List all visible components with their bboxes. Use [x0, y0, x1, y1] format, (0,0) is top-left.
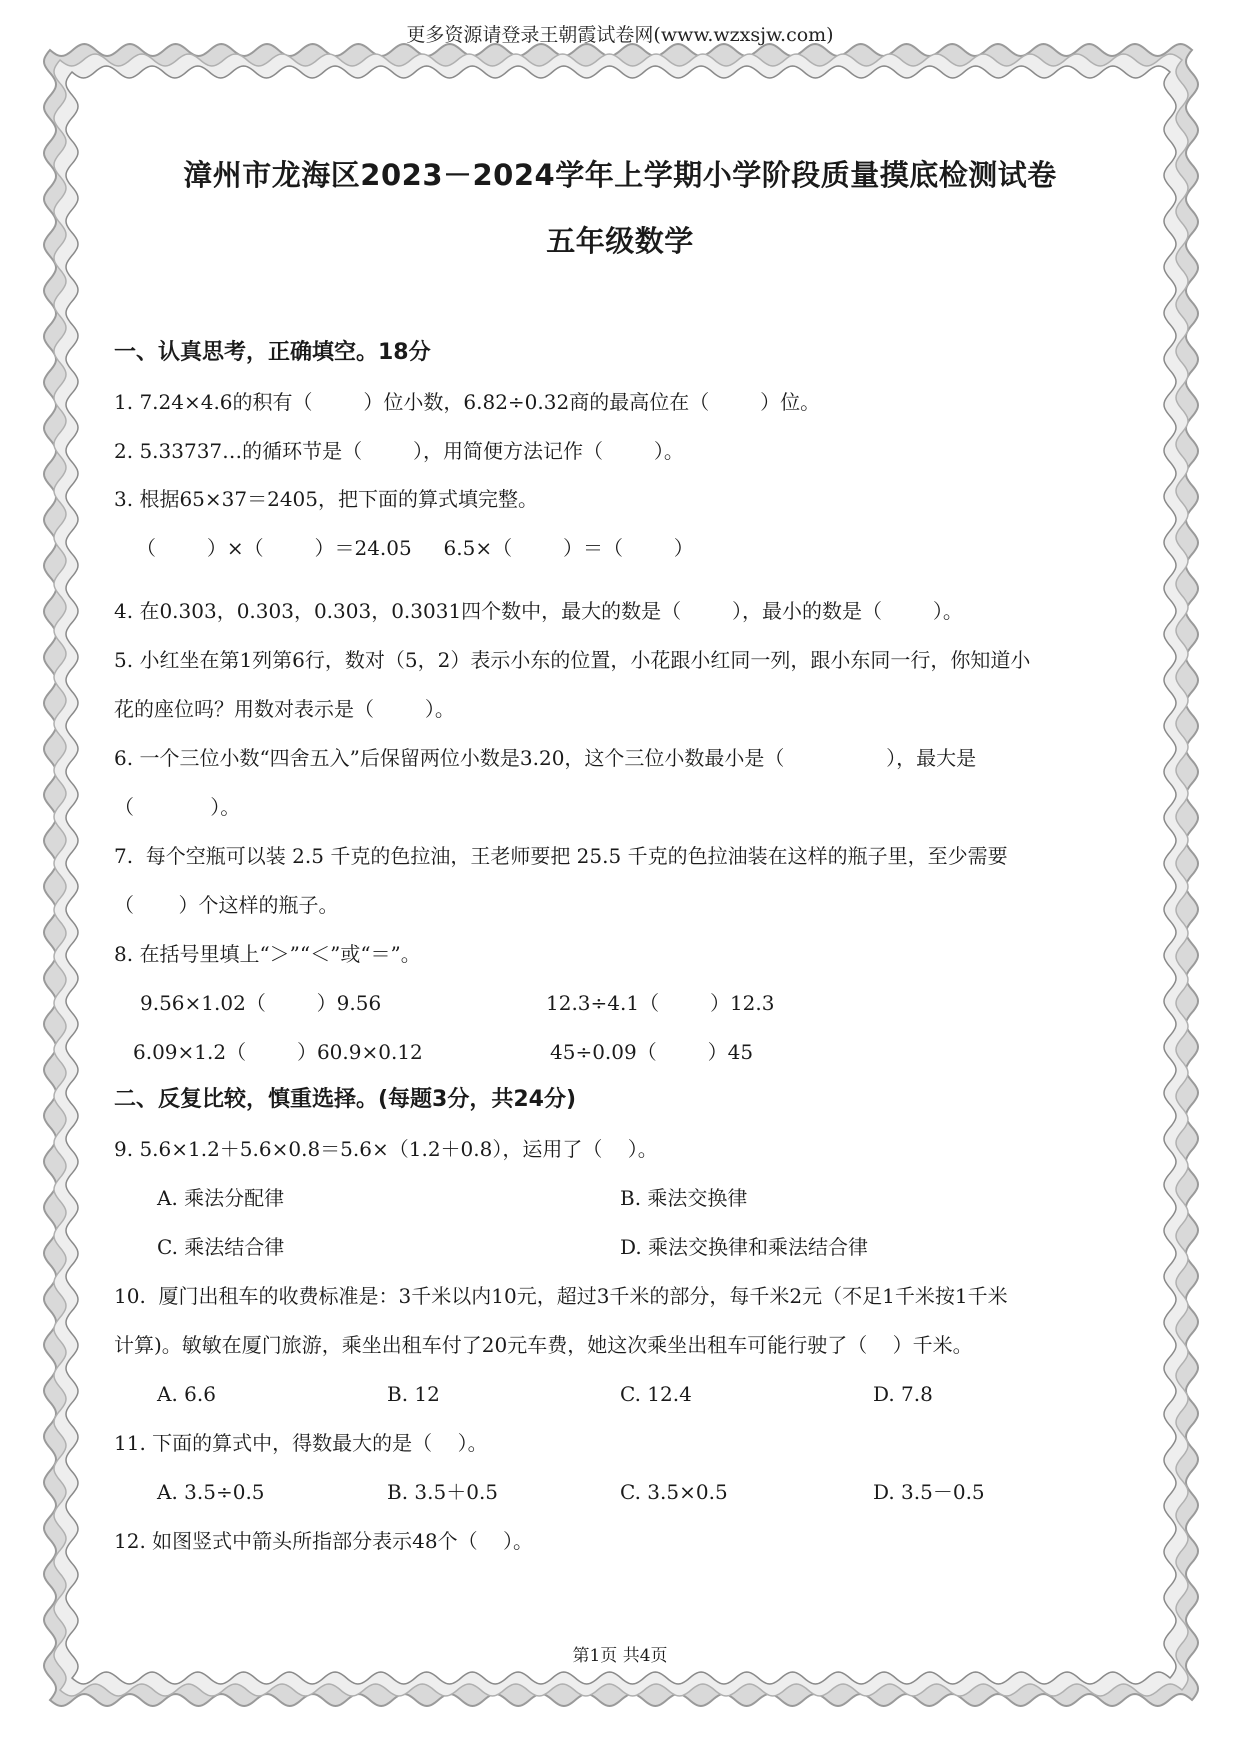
question-4: 4. 在0.303，0.303，0.303，0.3031四个数中，最大的数是（ ），最小的数是（ ）。 [114, 599, 963, 623]
question-6-line-2: （ ）。 [114, 795, 241, 819]
question-8-item-b: 12.3÷4.1（ ）12.3 [546, 991, 775, 1015]
question-11: 11. 下面的算式中，得数最大的是（ ）。 [114, 1431, 488, 1455]
question-10-option-b: B. 12 [387, 1382, 440, 1406]
watermark-text: 更多资源请登录王朝霞试卷网(www.wzxsjw.com) [406, 24, 834, 46]
question-10-option-c: C. 12.4 [620, 1382, 692, 1406]
question-10-option-a: A. 6.6 [157, 1382, 216, 1406]
question-7-line-2: （ ）个这样的瓶子。 [114, 893, 339, 917]
question-3-expression: （ ）×（ ）＝24.05 6.5×（ ）＝（ ） [136, 536, 694, 560]
question-1: 1. 7.24×4.6的积有（ ）位小数，6.82÷0.32商的最高位在（ ）位。 [114, 390, 821, 414]
question-3: 3. 根据65×37＝2405，把下面的算式填完整。 [114, 487, 538, 511]
question-5-line-2: 花的座位吗？用数对表示是（ ）。 [114, 697, 455, 721]
question-10-line-2: 计算)。敏敏在厦门旅游，乘坐出租车付了20元车费，她这次乘坐出租车可能行驶了（ ）千米。 [114, 1333, 973, 1357]
question-9: 9. 5.6×1.2＋5.6×0.8＝5.6×（1.2＋0.8），运用了（ ）。 [114, 1137, 658, 1161]
question-8-item-c: 6.09×1.2（ ）60.9×0.12 [133, 1040, 423, 1064]
section-2-heading: 二、反复比较，慎重选择。(每题3分，共24分) [114, 1087, 577, 1112]
question-11-option-a: A. 3.5÷0.5 [157, 1480, 265, 1504]
section-1-heading: 一、认真思考，正确填空。18分 [114, 340, 431, 365]
question-5-line-1: 5. 小红坐在第1列第6行，数对（5，2）表示小东的位置，小花跟小红同一列，跟小东同一行，你知道小 [114, 648, 1031, 672]
question-11-option-c: C. 3.5×0.5 [620, 1480, 728, 1504]
exam-title: 漳州市龙海区2023－2024学年上学期小学阶段质量摸底检测试卷 [183, 158, 1057, 192]
question-9-option-c: C. 乘法结合律 [157, 1235, 285, 1259]
question-10-line-1: 10. 厦门出租车的收费标准是：3千米以内10元，超过3千米的部分，每千米2元（不足1千米按1千米 [114, 1284, 1008, 1308]
question-2: 2. 5.33737…的循环节是（ ），用简便方法记作（ ）。 [114, 439, 684, 463]
question-9-option-b: B. 乘法交换律 [620, 1186, 748, 1210]
question-9-option-d: D. 乘法交换律和乘法结合律 [620, 1235, 869, 1259]
question-8: 8. 在括号里填上“＞”“＜”或“＝”。 [114, 942, 421, 966]
question-8-item-d: 45÷0.09（ ）45 [550, 1040, 754, 1064]
question-7-line-1: 7. 每个空瓶可以装 2.5 千克的色拉油，王老师要把 25.5 千克的色拉油装在这样的瓶子里，至少需要 [114, 844, 1008, 868]
question-8-item-a: 9.56×1.02（ ）9.56 [140, 991, 382, 1015]
page-number-footer: 第1页 共4页 [572, 1646, 668, 1666]
question-6-line-1: 6. 一个三位小数“四舍五入”后保留两位小数是3.20，这个三位小数最小是（ ），最大是 [114, 746, 977, 770]
question-9-option-a: A. 乘法分配律 [157, 1186, 285, 1210]
question-10-option-d: D. 7.8 [873, 1382, 933, 1406]
question-11-option-b: B. 3.5＋0.5 [387, 1480, 499, 1504]
question-11-option-d: D. 3.5－0.5 [873, 1480, 985, 1504]
question-12: 12. 如图竖式中箭头所指部分表示48个（ ）。 [114, 1529, 534, 1553]
exam-subtitle: 五年级数学 [546, 224, 694, 258]
